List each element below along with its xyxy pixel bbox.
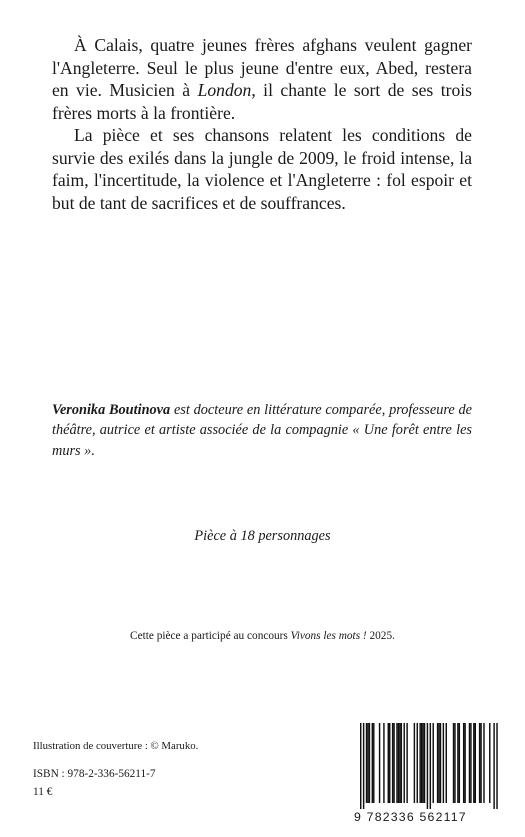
summary-p1-start: À Calais, quatre jeunes frères afghans veulent gagner l'Angleterre. Seul le plus jeune d'entre eux, Abed, restera en vie. Musicien à [52,35,472,100]
contest-note-end: 2025. [366,630,395,642]
price: 11 € [33,786,53,798]
barcode-bar [406,723,407,803]
barcode-bar [363,723,364,809]
barcode-bar [430,723,431,809]
barcode-bar [392,723,393,803]
barcode-bar [360,723,361,809]
summary-p1-end: , il chante le sort de ses trois frères morts à la frontière. [52,80,472,123]
barcode-bar [372,723,373,803]
barcode-bar [396,723,397,803]
contest-title: Vivons les mots ! [290,630,367,642]
barcode-bar [459,723,460,803]
barcode-bar [388,723,389,803]
barcode-bar [443,723,444,803]
barcode-bar [393,723,394,803]
author-name: Veronika Boutinova [52,402,171,418]
barcode-bar [446,723,447,803]
barcode-bar [433,723,434,803]
barcode-bar [419,723,420,803]
barcode-bar [470,723,471,803]
contest-note-start: Cette pièce a participé au concours [130,630,291,642]
barcode-bar [457,723,458,803]
isbn: ISBN : 978-2-336-56211-7 [33,768,156,780]
barcode-bar [440,723,441,803]
character-count: Pièce à 18 personnages [194,528,331,544]
author-bio-text: est docteure en littérature comparée, professeure de théâtre, autrice et artiste associée de la compagnie « Une forêt entre les murs ». [52,402,472,459]
barcode-bar [454,723,455,803]
barcode-bar [427,723,428,809]
barcode-bar [463,723,464,803]
barcode-bar [417,723,418,803]
barcode-bar [480,723,481,803]
barcode-bar [424,723,425,803]
barcode-bar [453,723,454,803]
barcode-bars [352,723,504,809]
summary-p1-italic: London [197,80,252,100]
isbn-barcode [352,723,504,827]
barcode-bar [421,723,422,803]
barcode-bar [414,723,415,803]
contest-note [0,630,525,642]
barcode-bar [464,723,465,803]
barcode-bar [399,723,400,803]
barcode-bar [483,723,484,803]
summary-paragraph-2: La pièce et ses chansons relatent les conditions de survie des exilés dans la jungle de 2009, le froid intense, la faim, l'incertitude, la violence et l'Angleterre : fol espoir et but de tant de sacrifices et de souffrances. [52,125,472,213]
barcode-bar [369,723,370,803]
barcode-bar [404,723,405,803]
barcode-bar [475,723,476,803]
barcode-bar [473,723,474,803]
barcode-bar [422,723,423,803]
barcode-bar [469,723,470,803]
barcode-bar [489,723,490,803]
barcode-bar [379,723,380,803]
barcode-bar [367,723,368,803]
barcode-bar [373,723,374,803]
back-cover-summary [52,34,472,214]
barcode-bar [438,723,439,803]
author-bio [52,400,472,461]
barcode-digits: 9 782336 562117 [354,810,467,824]
barcode-bar [496,723,497,809]
summary-paragraph-1 [52,34,472,124]
barcode-bar [401,723,402,803]
barcode-bar [383,723,384,803]
barcode-bar [437,723,438,803]
barcode-bar [389,723,390,803]
barcode-bar [398,723,399,803]
cover-credit: Illustration de couverture : © Maruko. [33,740,199,752]
barcode-bar [479,723,480,803]
barcode-bar [366,723,367,803]
barcode-bar [493,723,494,809]
